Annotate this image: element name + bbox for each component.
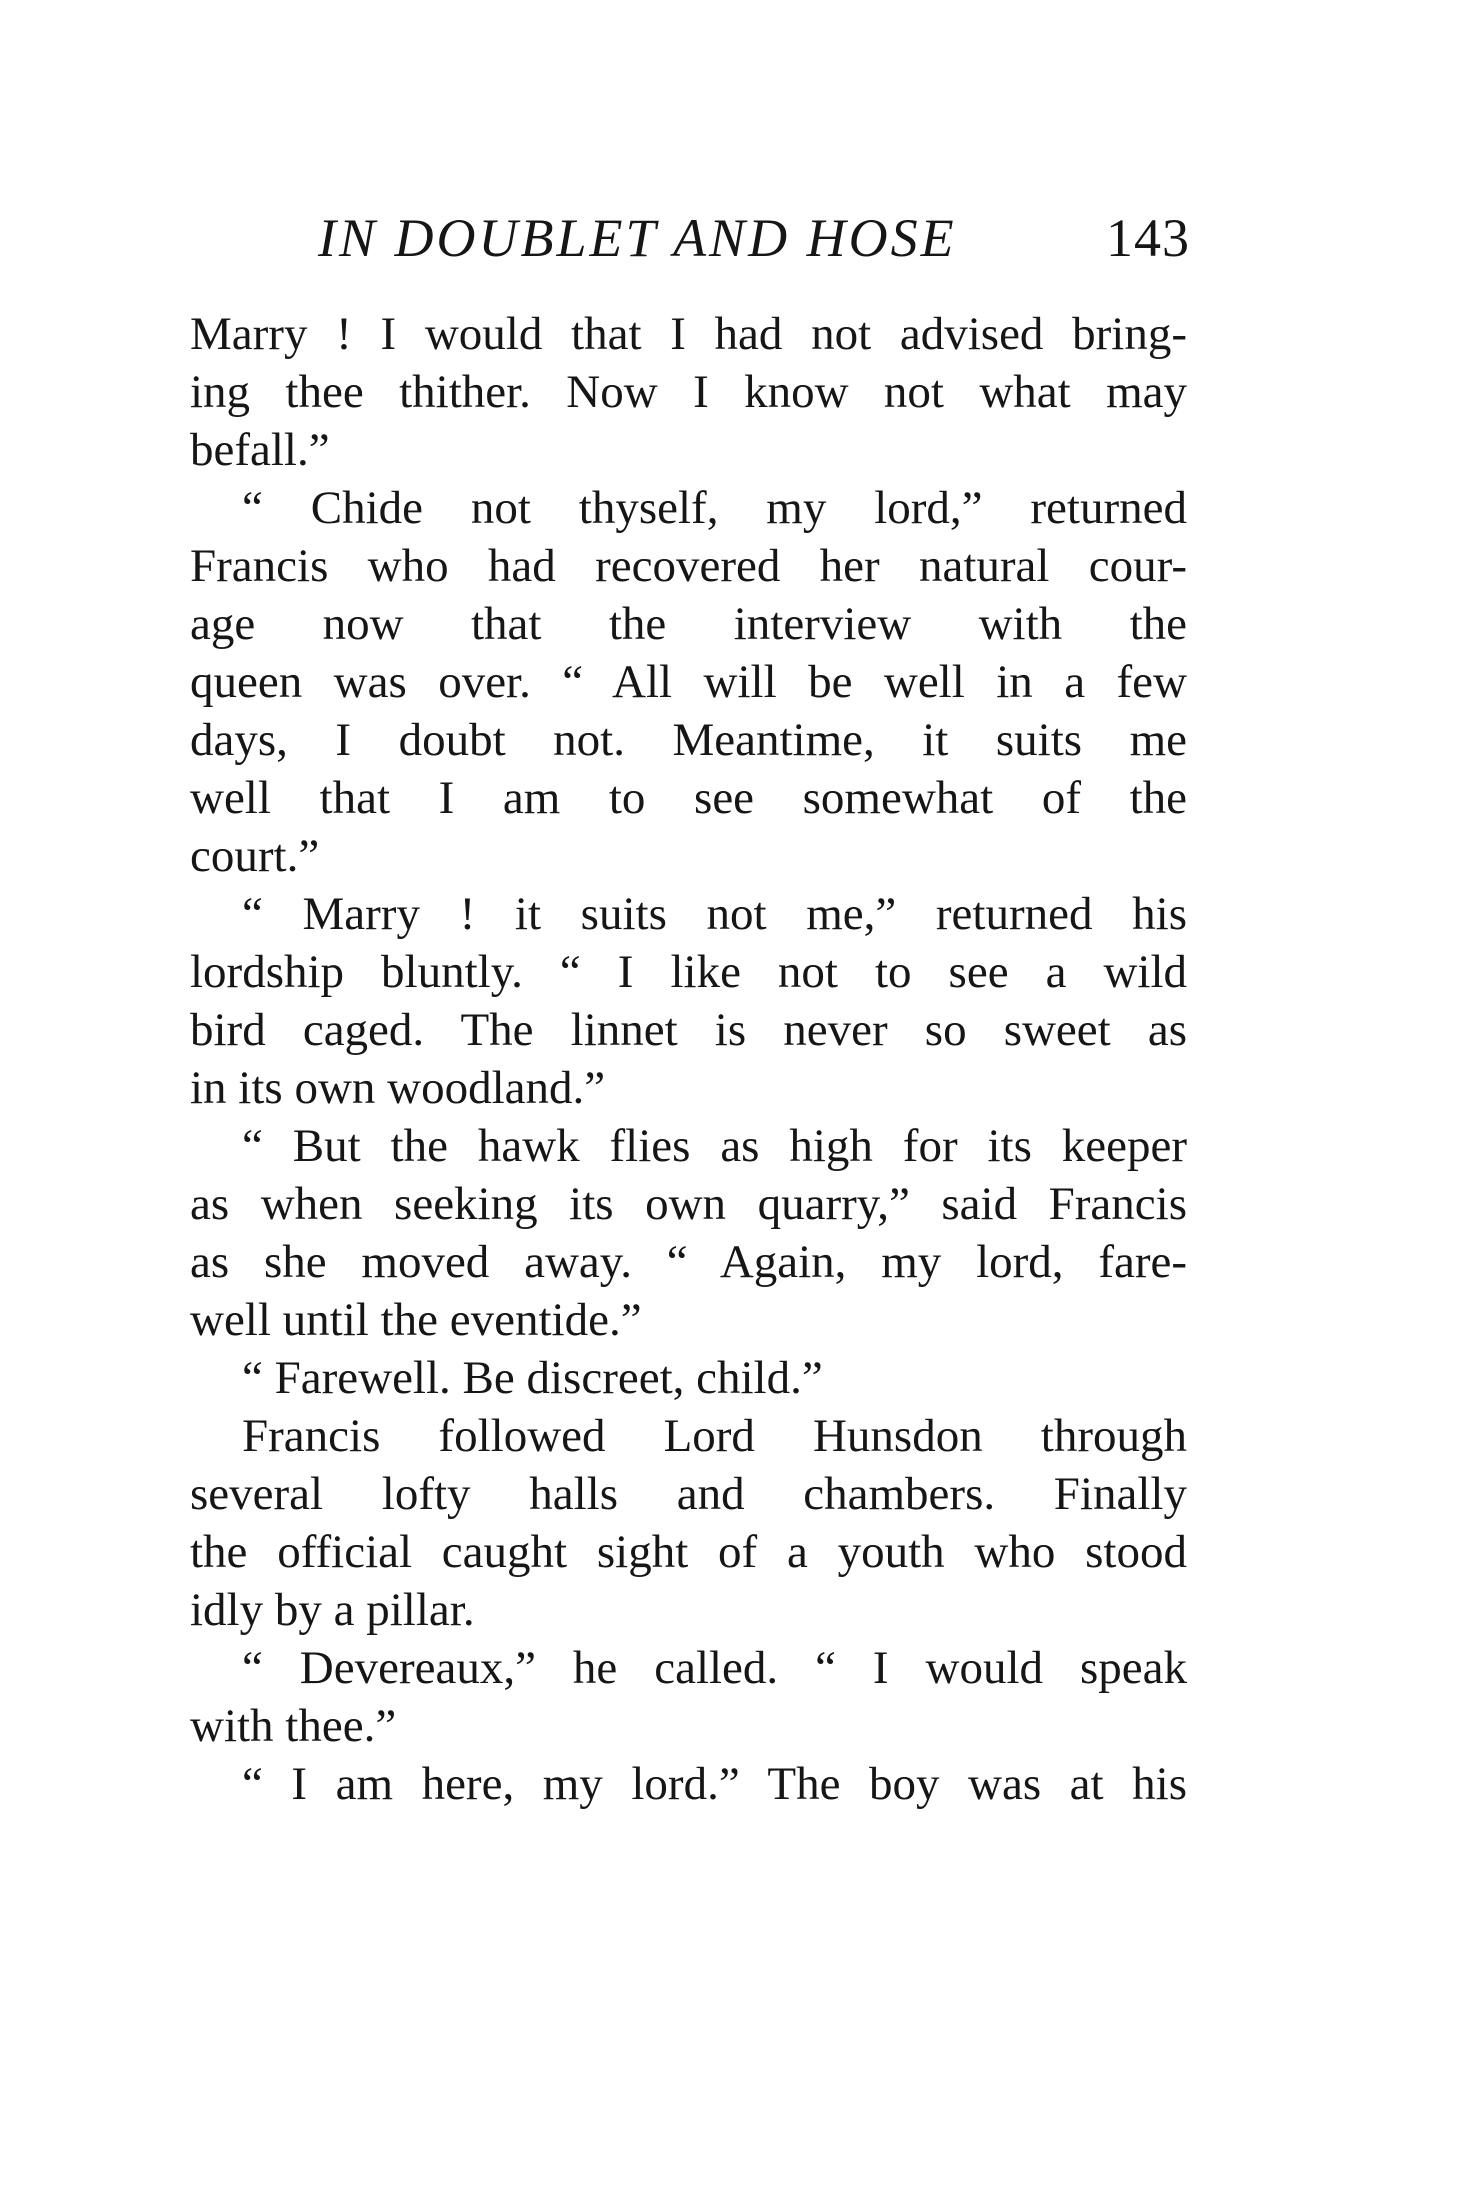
text-line: well until the eventide.”	[190, 1294, 642, 1346]
body-text	[190, 305, 1187, 1813]
text-line: Francis who had recovered her natural cour-	[190, 540, 1187, 592]
running-title: IN DOUBLET AND HOSE	[318, 208, 957, 268]
text-line: several lofty halls and chambers. Finally	[190, 1468, 1187, 1520]
text-line: as when seeking its own quarry,” said Francis	[190, 1178, 1187, 1230]
text-line: Francis followed Lord Hunsdon through	[242, 1410, 1187, 1462]
text-line: “ Farewell. Be discreet, child.”	[242, 1352, 823, 1404]
text-line: “ Chide not thyself, my lord,” returned	[242, 482, 1187, 534]
text-line: the official caught sight of a youth who stood	[190, 1526, 1187, 1578]
text-line: lordship bluntly. “ I like not to see a wild	[190, 946, 1187, 998]
text-line: age now that the interview with the	[190, 598, 1187, 650]
text-line: “ But the hawk flies as high for its keeper	[242, 1120, 1187, 1172]
page-number: 143	[1106, 208, 1190, 268]
text-line: with thee.”	[190, 1700, 397, 1752]
text-line: idly by a pillar.	[190, 1584, 475, 1636]
text-line: “ I am here, my lord.” The boy was at his	[242, 1758, 1187, 1810]
text-line: queen was over. “ All will be well in a few	[190, 656, 1187, 708]
text-line: “ Devereaux,” he called. “ I would speak	[242, 1642, 1187, 1694]
text-line: bird caged. The linnet is never so sweet as	[190, 1004, 1187, 1056]
text-line: days, I doubt not. Meantime, it suits me	[190, 714, 1187, 766]
text-line: court.”	[190, 830, 320, 882]
text-line: “ Marry ! it suits not me,” returned his	[242, 888, 1187, 940]
text-line: well that I am to see somewhat of the	[190, 772, 1187, 824]
text-line: as she moved away. “ Again, my lord, fare-	[190, 1236, 1187, 1288]
text-line: in its own woodland.”	[190, 1062, 606, 1114]
running-head	[318, 198, 1190, 278]
text-line: Marry ! I would that I had not advised bring-	[190, 308, 1187, 360]
text-line: befall.”	[190, 424, 330, 476]
text-line: ing thee thither. Now I know not what may	[190, 366, 1187, 418]
